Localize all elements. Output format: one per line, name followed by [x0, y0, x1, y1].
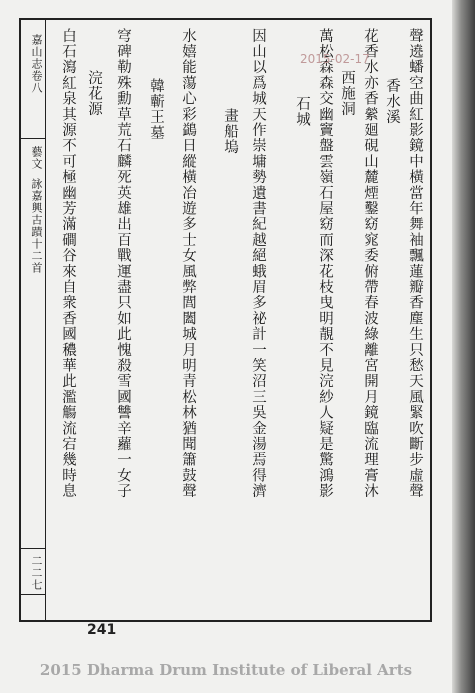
poem-title: 香水溪 [384, 78, 400, 126]
page-number: 241 [87, 622, 117, 638]
poem-title: 浣花源 [86, 70, 102, 118]
poem-title: 石城 [294, 96, 310, 128]
poem-line: 穹碑勒殊勳草荒石麟死英雄出百戰運盡只如此愧殺雪國讐辛蘿一女子 [115, 28, 131, 499]
poem-title: 畫船塢 [222, 108, 238, 156]
poem-title: 韓蘄王墓 [148, 78, 164, 141]
margin-strip [19, 18, 46, 622]
poem-line: 水嬉能蕩心彩鷁日縱橫冶遊多士女風弊閭闔城月明青松林猶聞簫鼓聲 [180, 28, 196, 499]
watermark: 2015 Dharma Drum Institute of Liberal Arts [39, 661, 413, 679]
poem-line: 因山以爲城天作崇墉勢遺書紀越絕蛾眉多祕計一笑沼三吳金湯焉得濟 [250, 28, 266, 499]
folio-number: 二二七 [30, 555, 43, 591]
strip-divider [21, 594, 45, 595]
poem-line: 花香水亦香縈廻硯山麓煙鑿窈窕委俯帶春波綠離宮開月鏡臨流理膏沐 [362, 28, 378, 499]
subsection-label: 詠嘉興古蹟十二首 [30, 178, 43, 274]
strip-divider [21, 138, 45, 139]
book-title: 嘉山志卷八 [30, 34, 43, 94]
poem-line: 萬松森森交幽竇盤雲嶺石屋窈而深花枝曳明靚不見浣紗人疑是驚鴻影 [317, 28, 333, 499]
poem-line: 白石瀉紅泉其源不可極幽芳滿磵谷來自衆香國穠華此濫觴流宕幾時息 [60, 28, 76, 499]
strip-divider [21, 548, 45, 549]
section-label: 藝文 [30, 146, 43, 170]
poem-title: 西施洞 [339, 70, 355, 118]
poem-line: 聲遶蟠空曲紅影鏡中橫當年舞袖飄蓮瓣香塵生只愁天風緊吹斷步虛聲 [407, 28, 423, 499]
date-stamp: 2015-02-17 [300, 52, 370, 66]
book-spine [452, 0, 475, 693]
